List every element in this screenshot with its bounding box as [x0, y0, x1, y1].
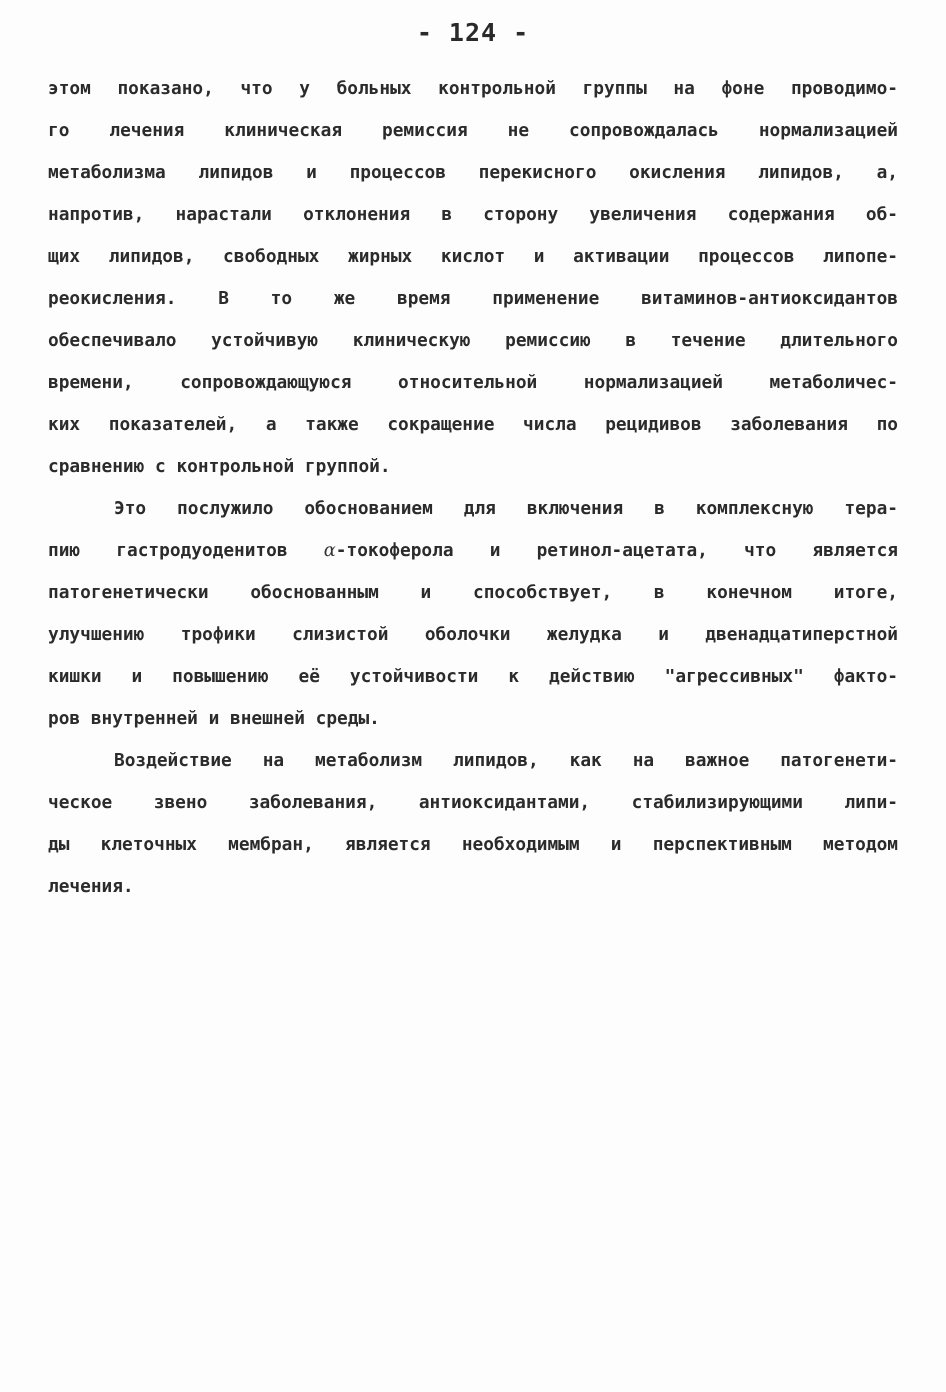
text-line: лечения. — [48, 876, 134, 897]
text-line: щих липидов, свободных жирных кислот и активации процессов липопе- — [48, 246, 898, 267]
text-line: улучшению трофики слизистой оболочки желудка и двенадцатиперстной — [48, 624, 898, 645]
text-line — [48, 530, 898, 572]
text-line: обеспечивало устойчивую клиническую ремиссию в течение длительного — [48, 330, 898, 351]
text-line: метаболизма липидов и процессов перекисного окисления липидов, а, — [48, 162, 898, 183]
text-line: кишки и повышению её устойчивости к действию "агрессивных" факто- — [48, 666, 898, 687]
text-segment: -токоферола и ретинол-ацетата, что является — [335, 540, 899, 561]
text-line: Это послужило обоснованием для включения в комплексную тера- — [114, 498, 898, 519]
text-line: ческое звено заболевания, антиоксидантами, стабилизирующими липи- — [48, 792, 898, 813]
text-segment: пию гастродуоденитов — [48, 540, 324, 561]
page-number: - 124 - — [416, 18, 530, 47]
text-line: ких показателей, а также сокращение числа рецидивов заболевания по — [48, 414, 898, 435]
text-line: напротив, нарастали отклонения в сторону увеличения содержания об- — [48, 204, 898, 225]
text-line: го лечения клиническая ремиссия не сопровождалась нормализацией — [48, 120, 898, 141]
text-line: времени, сопровождающуюся относительной нормализацией метаболичес- — [48, 372, 898, 393]
alpha-symbol: α — [323, 540, 336, 561]
text-line: этом показано, что у больных контрольной группы на фоне проводимо- — [48, 78, 898, 99]
text-line: ды клеточных мембран, является необходимым и перспективным методом — [48, 834, 898, 855]
paragraph-3 — [48, 740, 898, 908]
text-line: Воздействие на метаболизм липидов, как на важное патогенети- — [114, 750, 898, 771]
text-line: реокисления. В то же время применение витаминов-антиоксидантов — [48, 288, 898, 309]
body-text — [48, 68, 898, 908]
paragraph-1 — [48, 68, 898, 488]
text-line: ров внутренней и внешней среды. — [48, 708, 380, 729]
text-line: сравнению с контрольной группой. — [48, 456, 391, 477]
text-line: патогенетически обоснованным и способствует, в конечном итоге, — [48, 582, 898, 603]
paragraph-2 — [48, 488, 898, 740]
